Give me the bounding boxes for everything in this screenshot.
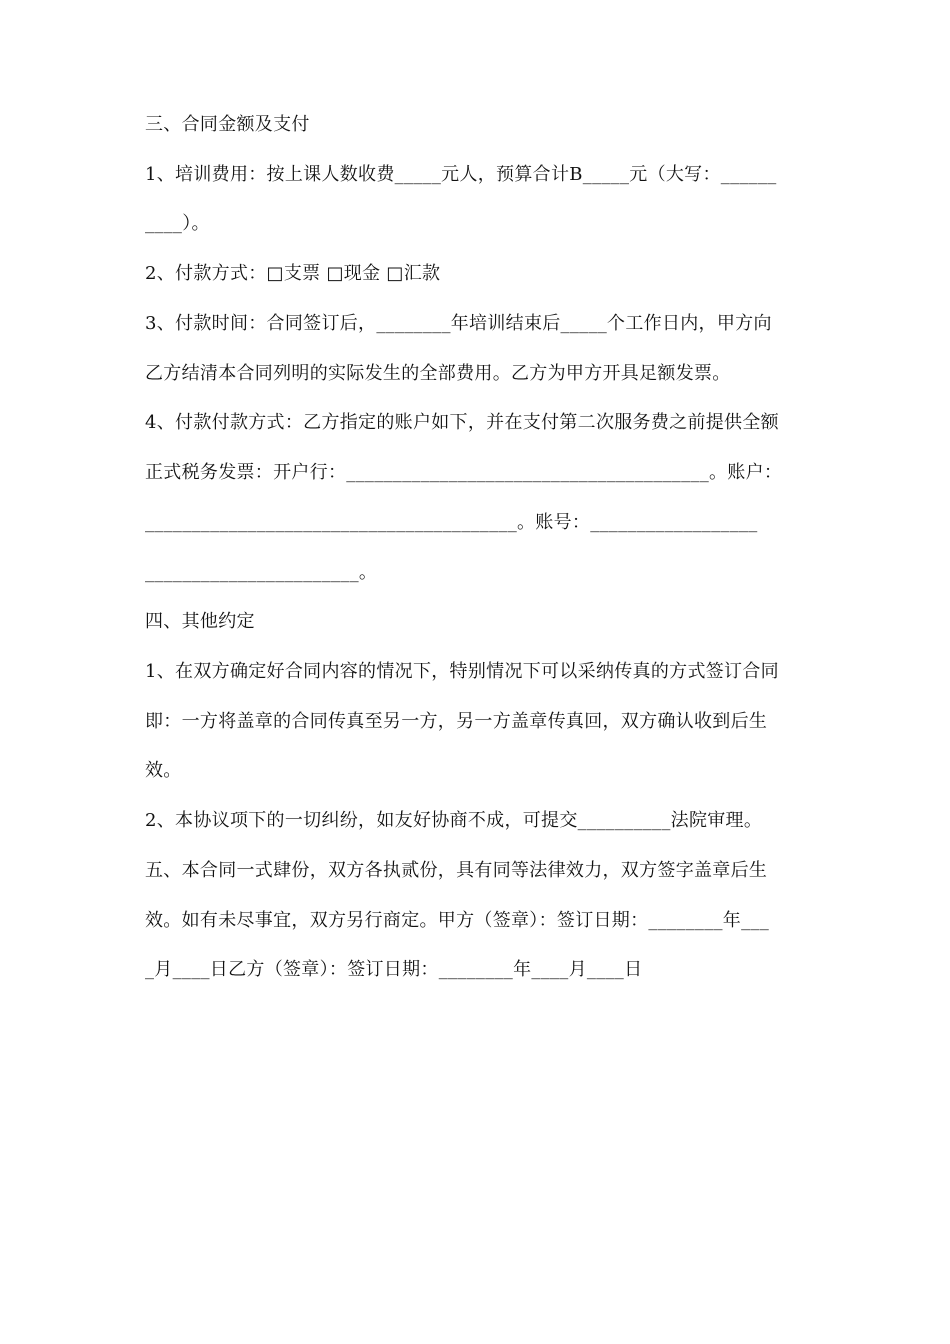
paragraph-line: _______________________。 bbox=[145, 562, 378, 583]
heading-section-4: 四、其他约定 bbox=[145, 611, 255, 632]
paragraph-line: ____）。 bbox=[145, 213, 210, 234]
paragraph-line: 3、付款时间：合同签订后，________年培训结束后_____个工作日内，甲方向 bbox=[145, 313, 772, 334]
paragraph-line: 乙方结清本合同列明的实际发生的全部费用。乙方为甲方开具足额发票。 bbox=[145, 363, 731, 384]
paragraph-line: 2、本协议项下的一切纠纷，如友好协商不成，可提交__________法院审理。 bbox=[145, 810, 763, 831]
paragraph-line: 正式税务发票：开户行：_______________________________________。账户： bbox=[145, 462, 783, 483]
paragraph-line: 1、在双方确定好合同内容的情况下，特别情况下可以采纳传真的方式签订合同 bbox=[145, 661, 779, 682]
heading-section-5: 五、本合同一式肆份，双方各执贰份，具有同等法律效力，双方签字盖章后生 bbox=[145, 860, 768, 881]
heading-section-3: 三、合同金额及支付 bbox=[145, 114, 310, 135]
paragraph-line: 效。 bbox=[145, 760, 182, 781]
signature-date-line: _月____日乙方（签章）：签订日期：________年____月____日 bbox=[145, 959, 643, 980]
paragraph-line: 效。如有未尽事宜，双方另行商定。甲方（签章）：签订日期：________年___ bbox=[145, 910, 769, 931]
paragraph-line: ________________________________________。账号：__________________ bbox=[145, 512, 758, 533]
paragraph-line: 即：一方将盖章的合同传真至另一方，另一方盖章传真回，双方确认收到后生 bbox=[145, 711, 768, 732]
paragraph-line: 1、培训费用：按上课人数收费_____元人，预算合计B_____元（大写：______ bbox=[145, 164, 777, 185]
paragraph-line: 4、付款付款方式：乙方指定的账户如下，并在支付第二次服务费之前提供全额 bbox=[145, 412, 779, 433]
payment-method-line: 2、付款方式：□支票 □现金 □汇款 bbox=[145, 263, 441, 284]
